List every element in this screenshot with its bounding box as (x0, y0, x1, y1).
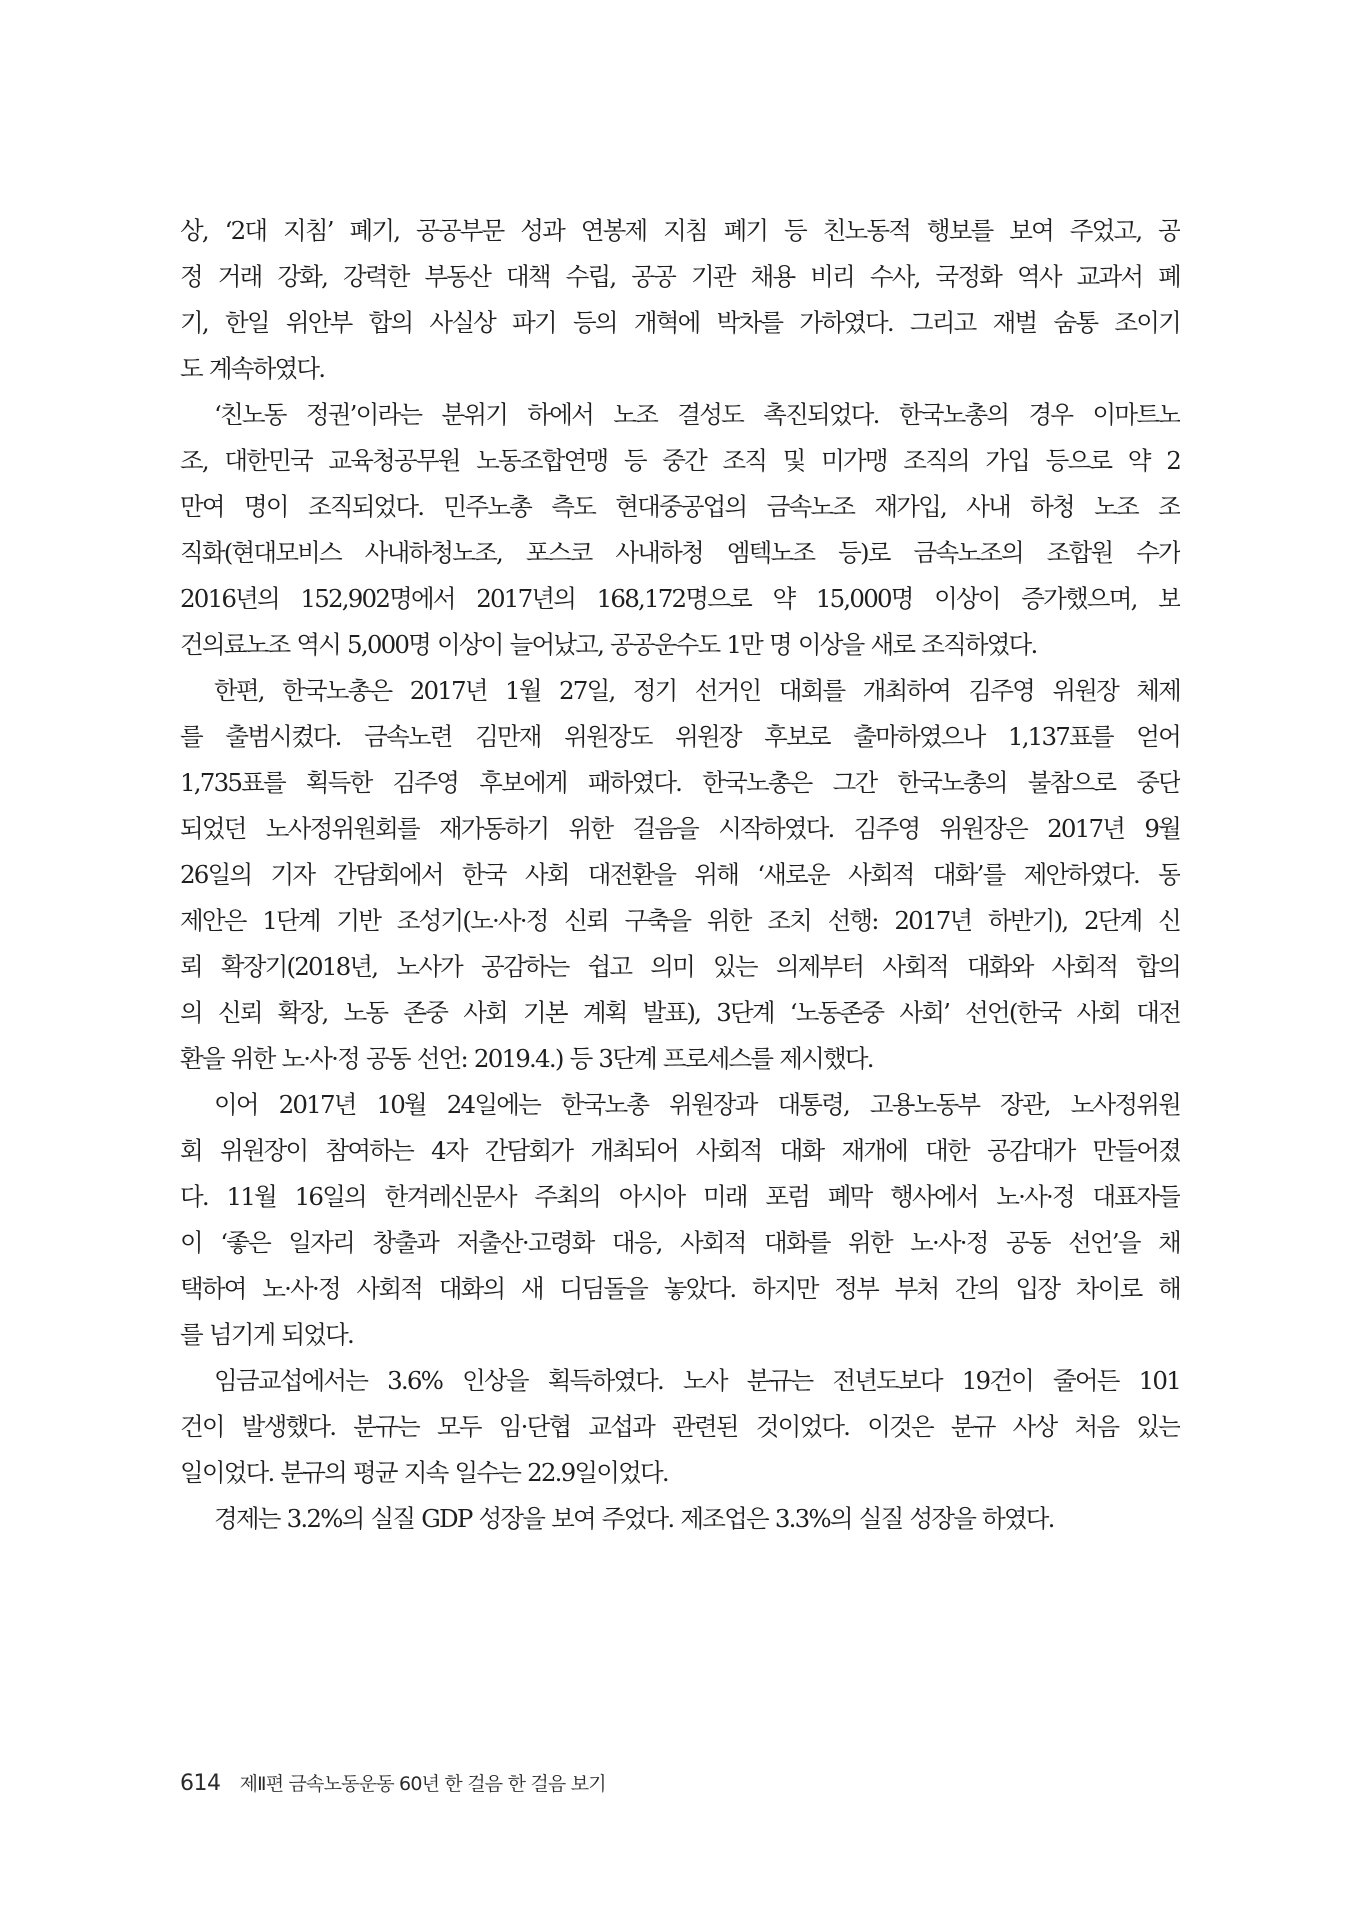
text-line: 2016년의 152,902명에서 2017년의 168,172명으로 약 15,000명 이상이 증가했으며, 보 (180, 584, 1180, 613)
text-line: 임금교섭에서는 3.6% 인상을 획득하였다. 노사 분규는 전년도보다 19건이 줄어든 101 (214, 1366, 1180, 1395)
text-line: 한편, 한국노총은 2017년 1월 27일, 정기 선거인 대회를 개최하여 김주영 위원장 체제 (214, 676, 1180, 705)
page-footer (180, 1764, 606, 1804)
text-line: 도 계속하였다. (180, 354, 325, 383)
body-text (180, 208, 1180, 1542)
text-line: 뢰 확장기(2018년, 노사가 공감하는 쉽고 의미 있는 의제부터 사회적 대화와 사회적 합의 (180, 952, 1180, 981)
text-line: 경제는 3.2%의 실질 GDP 성장을 보여 주었다. 제조업은 3.3%의 실질 성장을 하였다. (214, 1504, 1054, 1533)
text-line: 일이었다. 분규의 평균 지속 일수는 22.9일이었다. (180, 1458, 668, 1487)
text-line: 상, ‘2대 지침’ 폐기, 공공부문 성과 연봉제 지침 폐기 등 친노동적 행보를 보여 주었고, 공 (180, 216, 1180, 245)
text-line: 를 넘기게 되었다. (180, 1320, 354, 1349)
text-line: 기, 한일 위안부 합의 사실상 파기 등의 개혁에 박차를 가하였다. 그리고 재벌 숨통 조이기 (180, 308, 1180, 337)
text-line: 이어 2017년 10월 24일에는 한국노총 위원장과 대통령, 고용노동부 장관, 노사정위원 (214, 1090, 1180, 1119)
running-head: 제Ⅱ편 금속노동운동 60년 한 걸음 한 걸음 보기 (239, 1773, 606, 1795)
text-line: 정 거래 강화, 강력한 부동산 대책 수립, 공공 기관 채용 비리 수사, 국정화 역사 교과서 폐 (180, 262, 1180, 291)
text-line: 택하여 노·사·정 사회적 대화의 새 디딤돌을 놓았다. 하지만 정부 부처 간의 입장 차이로 해 (180, 1274, 1180, 1303)
text-line: 의 신뢰 확장, 노동 존중 사회 기본 계획 발표), 3단계 ‘노동존중 사회’ 선언(한국 사회 대전 (180, 998, 1180, 1027)
page-number: 614 (180, 1771, 221, 1796)
text-line: 직화(현대모비스 사내하청노조, 포스코 사내하청 엠텍노조 등)로 금속노조의 조합원 수가 (180, 538, 1180, 567)
paragraph (180, 668, 1180, 1082)
text-line: 건이 발생했다. 분규는 모두 임·단협 교섭과 관련된 것이었다. 이것은 분규 사상 처음 있는 (180, 1412, 1180, 1441)
text-line: 를 출범시켰다. 금속노련 김만재 위원장도 위원장 후보로 출마하였으나 1,137표를 얻어 (180, 722, 1180, 751)
text-line: 환을 위한 노·사·정 공동 선언: 2019.4.) 등 3단계 프로세스를 제시했다. (180, 1044, 873, 1073)
text-line: 회 위원장이 참여하는 4자 간담회가 개최되어 사회적 대화 재개에 대한 공감대가 만들어졌 (180, 1136, 1180, 1165)
text-line: 제안은 1단계 기반 조성기(노·사·정 신뢰 구축을 위한 조치 선행: 2017년 하반기), 2단계 신 (180, 906, 1180, 935)
paragraph (180, 1358, 1180, 1496)
text-line: 다. 11월 16일의 한겨레신문사 주최의 아시아 미래 포럼 폐막 행사에서 노·사·정 대표자들 (180, 1182, 1180, 1211)
text-line: 되었던 노사정위원회를 재가동하기 위한 걸음을 시작하였다. 김주영 위원장은 2017년 9월 (180, 814, 1180, 843)
text-line: 건의료노조 역시 5,000명 이상이 늘어났고, 공공운수도 1만 명 이상을 새로 조직하였다. (180, 630, 1037, 659)
text-line: 1,735표를 획득한 김주영 후보에게 패하였다. 한국노총은 그간 한국노총의 불참으로 중단 (180, 768, 1180, 797)
paragraph (180, 392, 1180, 668)
text-line: 이 ‘좋은 일자리 창출과 저출산·고령화 대응, 사회적 대화를 위한 노·사·정 공동 선언’을 채 (180, 1228, 1180, 1257)
text-line: ‘친노동 정권’이라는 분위기 하에서 노조 결성도 촉진되었다. 한국노총의 경우 이마트노 (214, 400, 1180, 429)
paragraph (180, 1496, 1180, 1542)
paragraph (180, 208, 1180, 392)
paragraph (180, 1082, 1180, 1358)
text-line: 26일의 기자 간담회에서 한국 사회 대전환을 위해 ‘새로운 사회적 대화’를 제안하였다. 동 (180, 860, 1180, 889)
text-line: 만여 명이 조직되었다. 민주노총 측도 현대중공업의 금속노조 재가입, 사내 하청 노조 조 (180, 492, 1180, 521)
text-line: 조, 대한민국 교육청공무원 노동조합연맹 등 중간 조직 및 미가맹 조직의 가입 등으로 약 2 (180, 446, 1180, 475)
